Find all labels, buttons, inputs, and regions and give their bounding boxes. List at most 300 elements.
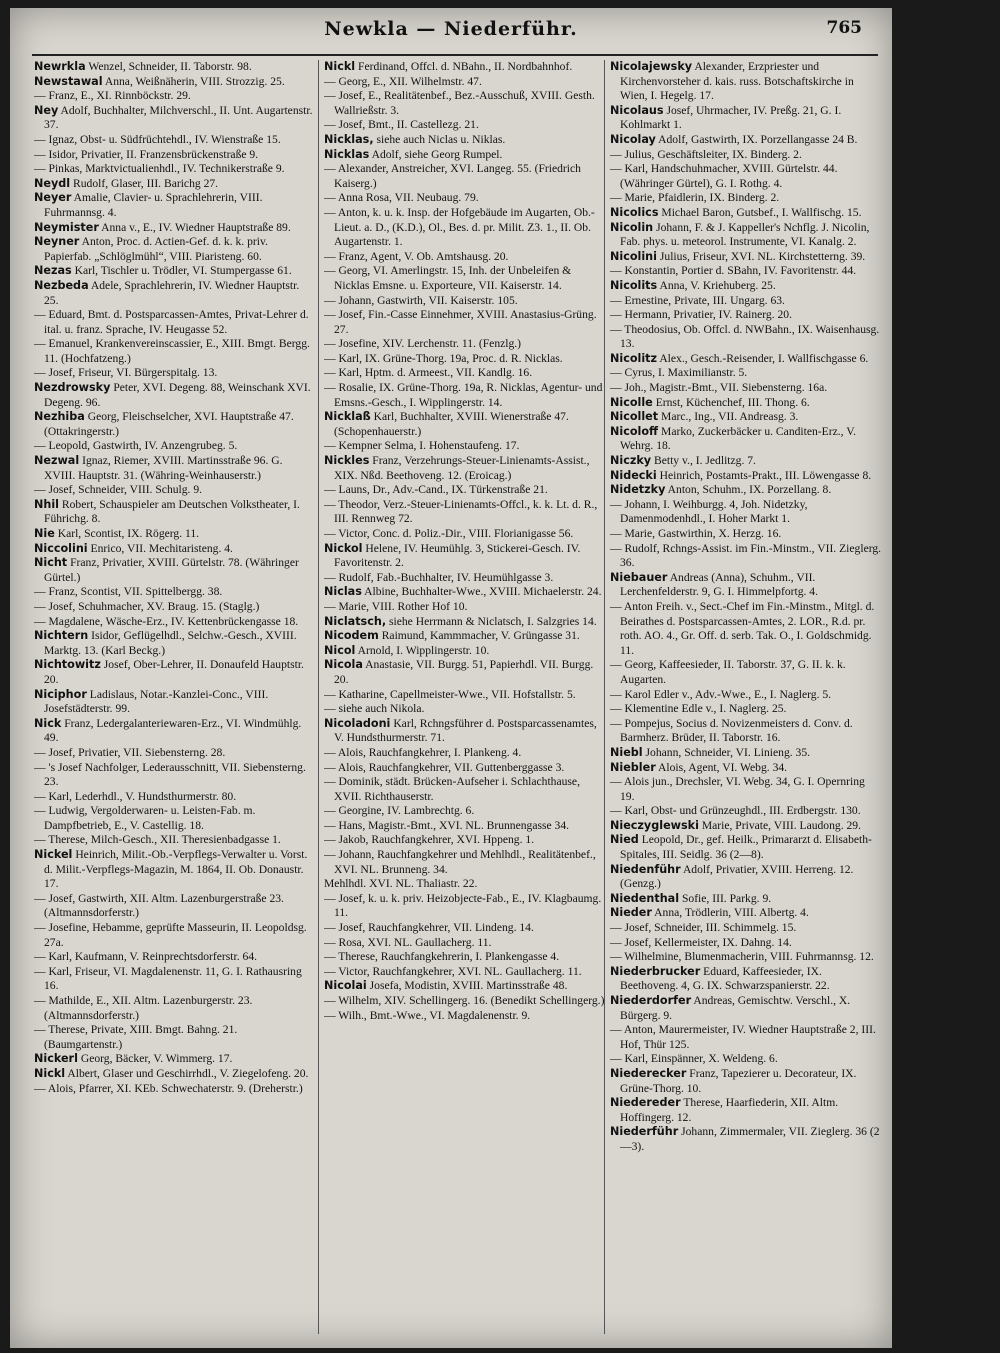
entry-details: — Georg, Kaffeesieder, II. Taborstr. 37, G. II. k. k. Augarten. (610, 658, 846, 686)
directory-entry (324, 892, 606, 921)
directory-entry (324, 250, 606, 265)
directory-entry (610, 1125, 882, 1154)
directory-entry (610, 600, 882, 658)
entry-details: Franz, Ledergalanteriewaren-Erz., VI. Windmühlg. 49. (44, 716, 302, 745)
directory-entry (324, 994, 606, 1009)
entry-details: — Rudolf, Rchngs-Assist. im Fin.-Minstm., VII. Zieglerg. 36. (610, 541, 882, 570)
entry-surname: Neydl (34, 176, 71, 190)
entry-surname: Nickl (324, 60, 356, 73)
entry-details: Julius, Friseur, XVI. NL. Kirchstetterng. 39. (659, 249, 866, 263)
entry-details: Anton, Proc. d. Actien-Gef. d. k. k. priv. Papierfab. „Schlöglmühl“, VIII. Piaristeng. 60. (44, 235, 268, 263)
directory-entry (324, 483, 606, 498)
directory-entry (34, 439, 316, 454)
entry-details: — Alois, Rauchfangkehrer, VII. Guttenberggasse 3. (324, 760, 565, 774)
directory-entry (34, 688, 316, 717)
entry-details: — Josef, Gastwirth, XII. Altm. Lazenburgerstraße 23. (Altmannsdorferstr.) (34, 891, 284, 920)
directory-entry (34, 994, 316, 1023)
entry-surname: Nichtowitz (34, 658, 101, 672)
directory-entry (34, 410, 316, 439)
entry-details: — Therese, Private, XIII. Bmgt. Bahng. 21. (Baumgartenstr.) (34, 1023, 238, 1051)
entry-details: — Josef, Schuhmacher, XV. Braug. 15. (Staglg.) (34, 599, 260, 613)
entry-surname: Nicolics (610, 205, 659, 219)
entry-details: Adolf, Buchhalter, Milchverschl., II. Unt. Augartenstr. 37. (44, 103, 313, 132)
entry-details: — Josef, Fin.-Casse Einnehmer, XVIII. Anastasius-Grüng. 27. (324, 308, 597, 336)
directory-entry (34, 629, 316, 658)
entry-details: Rudolf, Glaser, III. Barichg 27. (73, 176, 219, 190)
directory-entry (324, 615, 606, 630)
entry-surname: Nezhiba (34, 410, 85, 424)
directory-entry (34, 746, 316, 761)
directory-entry (34, 965, 316, 994)
entry-surname: Nichtern (34, 629, 89, 643)
entry-details: Leopold, Dr., gef. Heilk., Primararzt d. Elisabeth-Spitales, III. Seidlg. 36 (2—8). (620, 833, 872, 862)
directory-entry (610, 250, 882, 265)
entry-details: — Cyrus, I. Maximilianstr. 5. (610, 366, 748, 380)
entry-details: — Victor, Rauchfangkehrer, XVI. NL. Gaullacherg. 11. (324, 964, 582, 978)
entry-surname: Niedereder (610, 1096, 681, 1110)
directory-entry (324, 308, 606, 337)
entry-details: — Eduard, Bmt. d. Postsparcassen-Amtes, Privat-Lehrer d. ital. u. franz. Sprache, IV. Heugasse 52. (34, 308, 309, 336)
entry-details: — Anna Rosa, VII. Neubaug. 79. (324, 191, 479, 205)
entry-details: — Karl, Handschuhmacher, XVIII. Gürtelstr. 44. (Währinger Gürtel), G. I. Rothg. 4. (610, 162, 838, 190)
entry-surname: Nie (34, 527, 55, 540)
directory-entry (324, 585, 606, 600)
entry-details: Robert, Schauspieler am Deutschen Volkstheater, I. Führichg. 8. (44, 497, 300, 526)
entry-details: Enrico, VII. Mechitaristeng. 4. (90, 541, 233, 555)
directory-entry (610, 804, 882, 819)
entry-details: — Franz, E., XI. Rinnböckstr. 29. (34, 89, 191, 103)
entry-details: — Josef, Schneider, VIII. Schulg. 9. (34, 483, 203, 497)
entry-details: — Josef, Rauchfangkehrer, VII. Lindeng. 14. (324, 921, 534, 935)
directory-entry (610, 906, 882, 921)
entry-details: — Alois, Rauchfangkehrer, I. Plankeng. 4. (324, 745, 522, 759)
entry-details: Mehlhdl. XVI. NL. Thaliastr. 22. (324, 877, 478, 891)
entry-surname: Ney (34, 103, 59, 117)
directory-entry (34, 1067, 316, 1082)
entry-details: — Hermann, Privatier, IV. Rainerg. 20. (610, 308, 792, 322)
entry-details: Franz, Privatier, XVIII. Gürtelstr. 78. (Währinger Gürtel.) (44, 556, 299, 584)
entry-surname: Niclatsch, (324, 614, 387, 628)
directory-entry (610, 221, 882, 250)
directory-entry (324, 936, 606, 951)
entry-details: — Karol Edler v., Adv.-Wwe., E., I. Naglerg. 5. (610, 687, 832, 701)
directory-entry (34, 60, 316, 75)
directory-entry (324, 600, 606, 615)
directory-entry (324, 688, 606, 703)
entry-surname: Nickel (34, 848, 73, 862)
directory-entry (610, 658, 882, 687)
directory-entry (610, 352, 882, 367)
entry-details: — Launs, Dr., Adv.-Cand., IX. Türkenstraße 21. (324, 483, 548, 497)
entry-surname: Nezbeda (34, 278, 89, 292)
entry-details: Anna, Trödlerin, VIII. Albertg. 4. (654, 906, 809, 920)
entry-details: Andreas, Gemischtw. Verschl., X. Bürgerg. 9. (620, 994, 851, 1022)
entry-details: Johann, Schneider, VI. Linieng. 35. (645, 745, 811, 759)
directory-entry (610, 381, 882, 396)
entry-details: Ladislaus, Notar.-Kanzlei-Conc., VIII. Josefstädterstr. 99. (44, 687, 269, 716)
entry-details: Albert, Glaser und Geschirrhdl., V. Ziegelofeng. 20. (67, 1066, 309, 1080)
directory-entry (34, 1052, 316, 1067)
entry-details: — Karl, Friseur, VI. Magdalenenstr. 11, G. I. Rathausring 16. (34, 964, 302, 993)
entry-surname: Niederführ (610, 1125, 679, 1139)
entry-details: — Ernestine, Private, III. Ungarg. 63. (610, 293, 785, 307)
entry-surname: Nickles (324, 454, 370, 468)
entry-details: — Johann, Gastwirth, VII. Kaiserstr. 105. (324, 293, 518, 307)
entry-surname: Nicolajewsky (610, 60, 693, 73)
directory-entry (324, 410, 606, 439)
directory-entry (610, 1023, 882, 1052)
entry-details: Ignaz, Riemer, XVIII. Martinsstraße 96. G. XVIII. Hauptstr. 31. (Währing-Weinhauserstr.) (44, 454, 283, 482)
directory-entry (34, 75, 316, 90)
entry-details: Heinrich, Milit.-Ob.-Verpflegs-Verwalter u. Vorst. d. Milit.-Verpflegs-Magazin, M. 1864, II. Ob. Donaustr. 17. (44, 848, 308, 891)
entry-details: Albine, Buchhalter-Wwe., XVIII. Michaelerstr. 24. (364, 585, 602, 599)
directory-entry (610, 571, 882, 600)
entry-details: Marko, Zuckerbäcker u. Canditen-Erz., V. Wehrg. 18. (620, 424, 857, 453)
entry-details: Georg, Fleischselcher, XVI. Hauptstraße 47. (Ottakringerstr.) (44, 410, 294, 438)
directory-entry (610, 702, 882, 717)
directory-entry (34, 381, 316, 410)
entry-surname: Niedenthal (610, 891, 680, 905)
directory-entry (610, 425, 882, 454)
entry-details: Franz, Tapezierer u. Decorateur, IX. Grüne-Thorg. 10. (620, 1066, 857, 1095)
entry-details: — Joh., Magistr.-Bmt., VII. Siebensterng. 16a. (610, 381, 828, 395)
column-middle (324, 60, 606, 1336)
entry-surname: Nidetzky (610, 483, 666, 497)
column-divider (318, 60, 319, 1334)
entry-surname: Niebauer (610, 570, 668, 584)
directory-entry (324, 804, 606, 819)
entry-surname: Nicollet (610, 410, 659, 424)
entry-details: — Theodor, Verz.-Steuer-Linienamts-Offcl., k. k. Lt. d. R., III. Rennweg 72. (324, 497, 598, 526)
directory-entry (34, 527, 316, 542)
entry-details: — Alois, Pfarrer, XI. KEb. Schwechaterstr. 9. (Dreherstr.) (34, 1081, 303, 1095)
directory-entry (610, 60, 882, 104)
directory-entry (34, 498, 316, 527)
entry-surname: Nickol (324, 541, 363, 555)
directory-entry (34, 615, 316, 630)
entry-details: — Karl, Lederhdl., V. Hundsthurmerstr. 80. (34, 789, 237, 803)
directory-entry (324, 746, 606, 761)
entry-details: Isidor, Geflügelhdl., Selchw.-Gesch., XVIII. Marktg. 13. (Karl Beckg.) (44, 629, 297, 657)
entry-surname: Nicolay (610, 132, 656, 146)
directory-entry (34, 366, 316, 381)
directory-entry (324, 833, 606, 848)
entry-details: — Hans, Magistr.-Bmt., XVI. NL. Brunnengasse 34. (324, 818, 570, 832)
entry-details: Marc., Ing., VII. Andreasg. 3. (661, 410, 799, 424)
directory-entry (324, 148, 606, 163)
directory-entry (324, 498, 606, 527)
entry-details: Anna v., E., IV. Wiedner Hauptstraße 89. (101, 220, 291, 234)
directory-entry (324, 527, 606, 542)
directory-entry (610, 162, 882, 191)
directory-entry (324, 819, 606, 834)
directory-entry (324, 89, 606, 118)
directory-entry (34, 264, 316, 279)
entry-details: — Kempner Selma, I. Hohenstaufeng. 17. (324, 439, 520, 453)
entry-surname: Nicolai (324, 979, 367, 993)
directory-entry (324, 454, 606, 483)
entry-details: — siehe auch Nikola. (324, 702, 425, 716)
directory-entry (34, 717, 316, 746)
directory-entry (610, 1052, 882, 1067)
entry-surname: Niciphor (34, 687, 87, 701)
directory-entry (324, 294, 606, 309)
directory-entry (34, 804, 316, 833)
entry-surname: Nicola (324, 658, 363, 672)
entry-details: — Georgine, IV. Lambrechtg. 6. (324, 804, 475, 818)
entry-details: — Josef, Privatier, VII. Siebensterng. 28. (34, 745, 226, 759)
directory-entry (610, 294, 882, 309)
directory-entry (610, 819, 882, 834)
entry-details: Adolf, Privatier, XVIII. Herreng. 12. (Genzg.) (620, 862, 854, 891)
entry-details: Johann, Zimmermaler, VII. Zieglerg. 36 (2—3). (620, 1125, 880, 1153)
entry-details: — Wilhelm, XIV. Schellingerg. 16. (Benedikt Schellingerg.) (324, 994, 605, 1007)
entry-details: Therese, Haarfiederin, XII. Altm. Hoffingerg. 12. (620, 1096, 839, 1124)
directory-entry (610, 892, 882, 907)
entry-details: Andreas (Anna), Schuhm., VII. Lerchenfelderstr. 9, G. I. Himmelpfortg. 4. (620, 570, 818, 599)
entry-surname: Nicht (34, 556, 68, 570)
entry-details: Alois, Agent, VI. Webg. 34. (658, 760, 788, 774)
entry-surname: Newstawal (34, 74, 103, 88)
directory-entry (324, 629, 606, 644)
directory-entry (610, 1067, 882, 1096)
directory-entry (610, 994, 882, 1023)
directory-entry (324, 542, 606, 571)
directory-entry (324, 337, 606, 352)
entry-surname: Nicklas (324, 147, 370, 161)
directory-entry (324, 877, 606, 892)
directory-entry (610, 761, 882, 776)
directory-entry (324, 118, 606, 133)
entry-details: — Leopold, Gastwirth, IV. Anzengrubeg. 5. (34, 439, 238, 453)
entry-details: — Mathilde, E., XII. Altm. Lazenburgerstr. 23. (Altmannsdorferstr.) (34, 994, 253, 1022)
entry-surname: Nieczyglewski (610, 818, 699, 832)
entry-details: Amalie, Clavier- u. Sprachlehrerin, VIII. Fuhrmannsg. 4. (44, 191, 263, 219)
entry-details: Helene, IV. Heumühlg. 3, Stickerei-Gesch. IV. Favoritenstr. 2. (334, 541, 581, 570)
directory-entry (610, 483, 882, 498)
entry-details: — Rosa, XVI. NL. Gaullacherg. 11. (324, 935, 492, 949)
entry-details: — Georg, VI. Amerlingstr. 15, Inh. der Unbeleifen & Nicklas Emsne. u. Exporteure, VII. Kaiserstr. 14. (324, 264, 572, 292)
directory-entry (324, 950, 606, 965)
directory-entry (34, 177, 316, 192)
page-title: Newkla — Niederführ. (324, 18, 578, 40)
directory-entry (610, 936, 882, 951)
entry-details: — Josef, E., Realitätenbef., Bez.-Ausschuß, XVIII. Gesth. Wallrießstr. 3. (324, 89, 595, 117)
directory-entry (324, 162, 606, 191)
entry-details: Karl, Rchngsführer d. Postsparcassenamtes, V. Hundsthurmerstr. 71. (334, 716, 597, 745)
directory-entry (34, 1082, 316, 1097)
entry-details: — Wilhelmine, Blumenmacherin, VIII. Fuhrmannsg. 12. (610, 950, 874, 964)
column-right (610, 60, 882, 1336)
directory-entry (324, 848, 606, 877)
entry-details: — Pinkas, Marktvictualienhdl., IV. Technikerstraße 9. (34, 162, 285, 176)
entry-details: — Karl, Hptm. d. Armeest., VII. Kandlg. 16. (324, 366, 533, 380)
entry-details: — Marie, Pfaidlerin, IX. Binderg. 2. (610, 191, 780, 205)
entry-details: — 's Josef Nachfolger, Lederausschnitt, VII. Siebensterng. 23. (34, 760, 306, 789)
entry-surname: Nick (34, 716, 62, 730)
entry-surname: Nicol (324, 643, 356, 657)
entry-details: — Karl, Obst- und Grünzeughdl., III. Erdbergstr. 130. (610, 804, 861, 818)
directory-entry (324, 1009, 606, 1024)
entry-surname: Nicoloff (610, 424, 659, 438)
entry-details: — Anton, k. u. k. Insp. der Hofgebäude im Augarten, Ob.-Lieut. a. D., (K.D.), Ol., Bes. d. pr. Milit. Z3. 1., II. Ob. Augartenstr. 1. (324, 205, 595, 249)
entry-details: — Dominik, städt. Brücken-Aufseher i. Schlachthause, XVII. Richthauserstr. (324, 775, 580, 803)
directory-page (10, 8, 892, 1348)
directory-entry (610, 366, 882, 381)
entry-surname: Niclas (324, 585, 362, 599)
directory-entry (34, 235, 316, 264)
directory-entry (324, 571, 606, 586)
directory-entry (610, 863, 882, 892)
entry-details: Sofie, III. Parkg. 9. (681, 891, 772, 905)
directory-entry (324, 775, 606, 804)
entry-surname: Nicklaß (324, 410, 371, 424)
directory-entry (610, 833, 882, 862)
entry-details: — Rudolf, Fab.-Buchhalter, IV. Heumühlgasse 3. (324, 570, 554, 584)
entry-details: Anna, Weißnäherin, VIII. Strozzig. 25. (104, 74, 285, 88)
directory-entry (324, 75, 606, 90)
entry-details: — Karl, IX. Grüne-Thorg. 19a, Proc. d. R. Nicklas. (324, 351, 563, 365)
directory-entry (34, 542, 316, 557)
directory-entry (34, 221, 316, 236)
directory-entry (34, 162, 316, 177)
directory-entry (34, 337, 316, 366)
entry-details: — Josef, Schneider, III. Schimmelg. 15. (610, 921, 797, 935)
entry-surname: Nicklas, (324, 132, 374, 146)
directory-entry (610, 775, 882, 804)
entry-surname: Nicolin (610, 220, 654, 234)
directory-entry (324, 965, 606, 980)
entry-details: — Therese, Milch-Gesch., XII. Theresienbadgasse 1. (34, 833, 281, 847)
entry-details: — Isidor, Privatier, II. Franzensbrückenstraße 9. (34, 147, 259, 161)
entry-details: Josefa, Modistin, XVIII. Martinsstraße 48. (369, 979, 568, 993)
page-number: 765 (826, 18, 862, 38)
entry-details: — Alois jun., Drechsler, VI. Webg. 34, G. I. Opernring 19. (610, 775, 865, 803)
entry-details: Wenzel, Schneider, II. Taborstr. 98. (88, 60, 252, 73)
entry-surname: Niebl (610, 745, 643, 759)
directory-entry (610, 746, 882, 761)
header-rule (32, 54, 878, 56)
directory-entry (34, 89, 316, 104)
entry-details: Josef, Uhrmacher, IV. Preßg. 21, G. I. Kohlmarkt 1. (620, 103, 842, 132)
entry-surname: Newrkla (34, 60, 86, 73)
entry-details: — Franz, Agent, V. Ob. Amtshausg. 20. (324, 249, 509, 263)
entry-surname: Nieder (610, 906, 652, 920)
entry-surname: Niedenführ (610, 862, 681, 876)
entry-surname: Nied (610, 833, 639, 847)
entry-surname: Nezwal (34, 454, 80, 468)
entry-surname: Nicolini (610, 249, 657, 263)
entry-details: — Konstantin, Portier d. SBahn, IV. Favoritenstr. 44. (610, 264, 857, 278)
directory-entry (324, 381, 606, 410)
directory-entry (610, 206, 882, 221)
directory-entry (610, 921, 882, 936)
entry-surname: Neyner (34, 235, 80, 249)
directory-entry (34, 454, 316, 483)
entry-details: Arnold, I. Wipplingerstr. 10. (357, 643, 490, 657)
entry-details: — Rosalie, IX. Grüne-Thorg. 19a, R. Nicklas, Agentur- und Emsns.-Gesch., I. Wipplingerstr. 14. (324, 381, 603, 409)
entry-details: Alexander, Erzpriester und Kirchenvorsteher d. kais. russ. Botschaftskirche in Wien, I. Hegelg. 17. (620, 60, 854, 103)
entry-surname: Nicolle (610, 395, 653, 409)
entry-surname: Niederdorfer (610, 994, 692, 1007)
entry-surname: Nicodem (324, 629, 379, 643)
directory-entry (610, 410, 882, 425)
directory-entry (34, 585, 316, 600)
entry-details: Alex., Gesch.-Reisender, I. Wallfischgasse 6. (659, 351, 869, 365)
directory-entry (34, 600, 316, 615)
entry-surname: Nickl (34, 1066, 66, 1080)
entry-details: — Julius, Geschäftsleiter, IX. Binderg. 2. (610, 147, 802, 161)
entry-details: Adele, Sprachlehrerin, IV. Wiedner Hauptstr. 25. (44, 278, 300, 307)
entry-details: — Alexander, Anstreicher, XVI. Langeg. 55. (Friedrich Kaiserg.) (324, 162, 581, 190)
directory-entry (324, 979, 606, 994)
directory-entry (324, 133, 606, 148)
entry-surname: Nicolaus (610, 103, 664, 117)
directory-entry (610, 148, 882, 163)
entry-surname: Niebler (610, 760, 656, 774)
directory-entry (34, 104, 316, 133)
directory-entry (324, 644, 606, 659)
directory-entry (34, 483, 316, 498)
column-left (34, 60, 316, 1336)
entry-details: Anna, V. Kriehuberg. 25. (659, 278, 776, 292)
entry-details: Betty v., I. Jedlitzg. 7. (653, 454, 756, 468)
directory-entry (610, 542, 882, 571)
directory-entry (34, 191, 316, 220)
directory-entry (610, 454, 882, 469)
directory-entry (34, 848, 316, 892)
entry-surname: Niederbrucker (610, 964, 701, 978)
entry-details: — Josefine, Hebamme, geprüfte Masseurin, II. Leopoldsg. 27a. (34, 921, 307, 949)
entry-surname: Niczky (610, 454, 652, 468)
entry-details: — Jakob, Rauchfangkehrer, XVI. Hppeng. 1. (324, 833, 535, 847)
entry-details: — Ludwig, Vergolderwaren- u. Leisten-Fab. m. Dampfbetrieb, E., V. Castellig. 18. (34, 804, 256, 832)
entry-details: Karl, Tischler u. Trödler, VI. Stumpergasse 61. (74, 264, 292, 278)
entry-details: — Johann, Rauchfangkehrer und Mehlhdl., Realitätenbef., XVI. NL. Brunneng. 34. (324, 848, 596, 876)
directory-entry (34, 308, 316, 337)
entry-details: — Marie, Gastwirthin, X. Herzg. 16. (610, 527, 782, 540)
entry-details: Michael Baron, Gutsbef., I. Wallfischg. 15. (661, 205, 862, 219)
directory-entry (610, 323, 882, 352)
entry-details: Anton, Schuhm., IX. Porzellang. 8. (667, 483, 832, 497)
directory-entry (610, 264, 882, 279)
directory-entry (610, 965, 882, 994)
page-header (10, 18, 892, 60)
directory-entry (610, 279, 882, 294)
directory-entry (34, 921, 316, 950)
entry-details: Josef, Ober-Lehrer, II. Donaufeld Hauptstr. 20. (44, 658, 304, 686)
entry-surname: Nhil (34, 497, 59, 511)
entry-surname: Nicolits (610, 278, 658, 292)
entry-surname: Nezdrowsky (34, 381, 111, 395)
entry-surname: Neyer (34, 191, 72, 205)
entry-details: — Marie, VIII. Rother Hof 10. (324, 599, 468, 613)
entry-details: — Anton Freih. v., Sect.-Chef im Fin.-Minstm., Mitgl. d. Beirathes d. Postsparcassen-Amtes, 2. LOR., R.d. pr. roth. AO. 4., Gr. Off. d. serb. Tak. O., I. Goldschmidg. 11. (610, 599, 875, 657)
entry-surname: Nickerl (34, 1052, 78, 1066)
entry-details: — Katharine, Capellmeister-Wwe., VII. Hofstallstr. 5. (324, 687, 576, 701)
entry-surname: Niederecker (610, 1066, 687, 1080)
entry-surname: Neymister (34, 220, 99, 234)
directory-entry (324, 206, 606, 250)
directory-entry (610, 1096, 882, 1125)
directory-entry (34, 556, 316, 585)
entry-details: Peter, XVI. Degeng. 88, Weinschank XVI. Degeng. 96. (44, 381, 311, 409)
entry-details: siehe Herrmann & Niclatsch, I. Salzgries 14. (388, 614, 597, 628)
entry-details: — Victor, Conc. d. Poliz.-Dir., VIII. Florianigasse 56. (324, 527, 574, 540)
directory-entry (34, 1023, 316, 1052)
directory-entry (34, 892, 316, 921)
entry-details: Heinrich, Postamts-Prakt., III. Löwengasse 8. (659, 468, 872, 482)
